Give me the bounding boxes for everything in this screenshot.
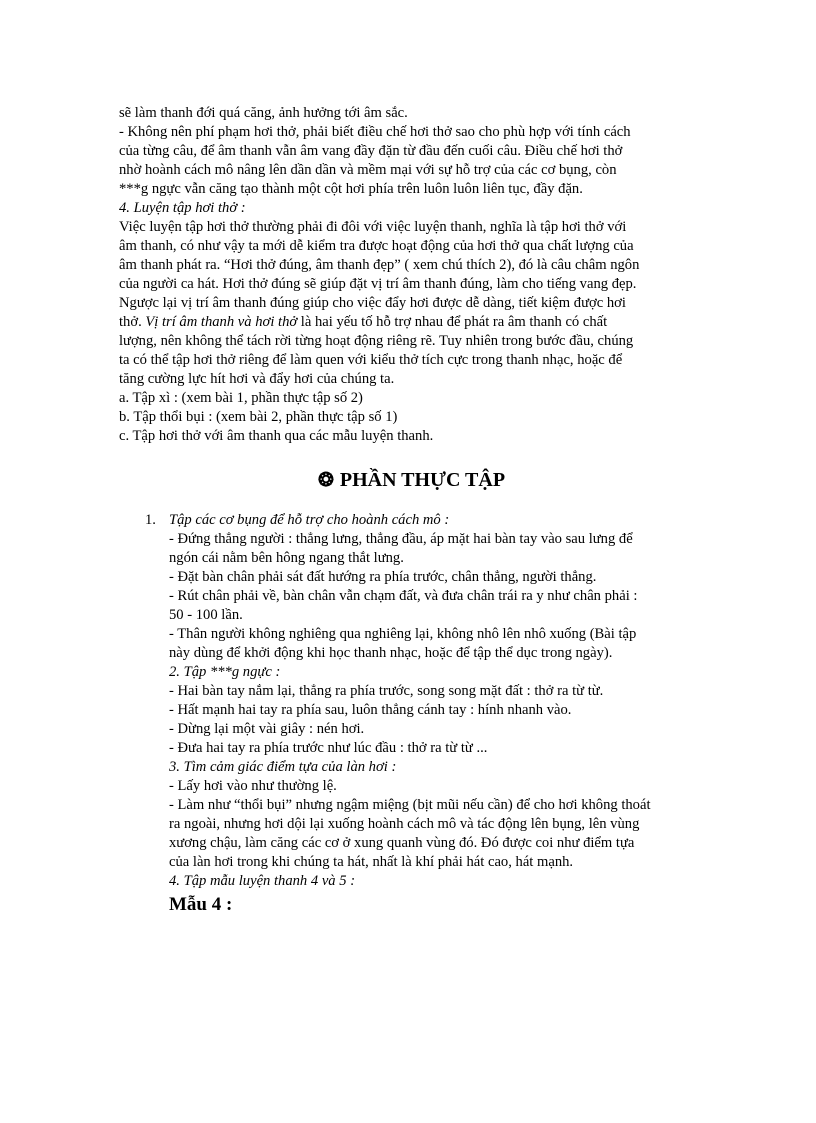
text-line: nhờ hoành cách mô nâng lên dần dần và mềm mại với sự hỗ trợ của các cơ bụng, còn <box>119 162 617 178</box>
text-span: thở. <box>119 314 146 330</box>
text-line: - Thân người không nghiêng qua nghiêng lại, không nhô lên nhô xuống (Bài tập <box>169 626 637 642</box>
text-line: - Hất mạnh hai tay ra phía sau, luôn thẳng cánh tay : hính nhanh vào. <box>169 702 572 718</box>
item-title: Tập các cơ bụng để hỗ trợ cho hoành cách mô : <box>169 512 450 528</box>
practice-item-4: 4. Tập mẫu luyện thanh 4 và 5 : <box>169 873 356 889</box>
text-line: ngón cái nằm bên hông ngang thắt lưng. <box>169 550 404 566</box>
section-4-title: 4. Luyện tập hơi thở : <box>119 200 246 216</box>
item-number: 1. <box>145 512 156 528</box>
text-line: ra ngoài, nhưng hơi dội lại xuống hoành cách mô và tác động lên bụng, lên vùng <box>169 816 640 832</box>
text-line: tăng cường lực hít hơi và đẩy hơi của chúng ta. <box>119 371 395 387</box>
practice-item-1 <box>145 511 704 530</box>
text-line: - Đặt bàn chân phải sát đất hướng ra phía trước, chân thẳng, người thẳng. <box>169 569 597 585</box>
heading-text: PHẦN THỰC TẬP <box>339 469 506 491</box>
text-line: âm thanh phát ra. “Hơi thở đúng, âm thanh đẹp” ( xem chú thích 2), đó là câu châm ngôn <box>119 257 640 273</box>
document-page <box>119 104 704 917</box>
text-line: của từng câu, để âm thanh vẫn âm vang đầy đặn từ đầu đến cuối câu. Điều chế hơi thở <box>119 143 623 159</box>
text-line: - Dừng lại một vài giây : nén hơi. <box>169 721 365 737</box>
practice-item-2: 2. Tập ***g ngực : <box>169 664 281 680</box>
text-line <box>119 313 704 332</box>
list-item-c: c. Tập hơi thở với âm thanh qua các mẫu luyện thanh. <box>119 428 434 444</box>
mau-4-heading: Mẫu 4 : <box>169 894 233 915</box>
text-line: lượng, nên không thể tách rời từng hoạt động riêng rẽ. Tuy nhiên trong bước đầu, chúng <box>119 333 634 349</box>
text-span: là hai yếu tố hỗ trợ nhau để phát ra âm thanh có chất <box>297 314 608 330</box>
section-heading <box>119 468 704 493</box>
text-line: này dùng để khởi động khi học thanh nhạc, hoặc để tập thể dục trong ngày). <box>169 645 613 661</box>
practice-item-3: 3. Tìm cảm giác điểm tựa của làn hơi : <box>169 759 397 775</box>
text-line: - Hai bàn tay nắm lại, thẳng ra phía trước, song song mặt đất : thở ra từ từ. <box>169 683 604 699</box>
text-line: ***g ngực vẫn căng tạo thành một cột hơi phía trên luôn luôn liên tục, đầy đặn. <box>119 181 583 197</box>
text-line: âm thanh, có như vậy ta mới dễ kiểm tra được hoạt động của hơi thở qua chất lượng của <box>119 238 634 254</box>
text-line: - Rút chân phải về, bàn chân vẫn chạm đất, và đưa chân trái ra y như chân phải : <box>169 588 638 604</box>
text-line: - Không nên phí phạm hơi thở, phải biết điều chế hơi thở sao cho phù hợp với tính cách <box>119 124 631 140</box>
text-line: - Lấy hơi vào như thường lệ. <box>169 778 337 794</box>
text-line: - Đưa hai tay ra phía trước như lúc đầu : thở ra từ từ ... <box>169 740 488 756</box>
text-line: 50 - 100 lần. <box>169 607 243 623</box>
flower-icon: ❂ <box>317 470 334 491</box>
practice-list <box>145 511 704 917</box>
text-line: xương chậu, làm căng các cơ ở xung quanh vùng đó. Đó được coi như điểm tựa <box>169 835 635 851</box>
text-line: của làn hơi trong khi chúng ta hát, nhất là khí phải hát cao, hát mạnh. <box>169 854 574 870</box>
text-line: Việc luyện tập hơi thở thường phải đi đôi với việc luyện thanh, nghĩa là tập hơi thở với <box>119 219 627 235</box>
text-line: ta có thể tập hơi thở riêng để làm quen với kiểu thở tích cực trong thanh nhạc, hoặc để <box>119 352 623 368</box>
text-line: của người ca hát. Hơi thở đúng sẽ giúp đặt vị trí âm thanh đúng, làm cho tiếng vang đẹp. <box>119 276 637 292</box>
text-line: Ngược lại vị trí âm thanh đúng giúp cho việc đẩy hơi được dễ dàng, tiết kiệm được hơi <box>119 295 626 311</box>
list-item-b: b. Tập thổi bụi : (xem bài 2, phần thực tập số 1) <box>119 409 398 425</box>
text-line: - Làm như “thổi bụi” nhưng ngậm miệng (bịt mũi nếu cần) để cho hơi không thoát <box>169 797 651 813</box>
text-line: sẽ làm thanh đới quá căng, ảnh hưởng tới âm sắc. <box>119 105 408 121</box>
italic-phrase: Vị trí âm thanh và hơi thở <box>145 314 298 330</box>
text-line: - Đứng thẳng người : thẳng lưng, thẳng đầu, áp mặt hai bàn tay vào sau lưng để <box>169 531 633 547</box>
list-item-a: a. Tập xì : (xem bài 1, phần thực tập số 2) <box>119 390 363 406</box>
